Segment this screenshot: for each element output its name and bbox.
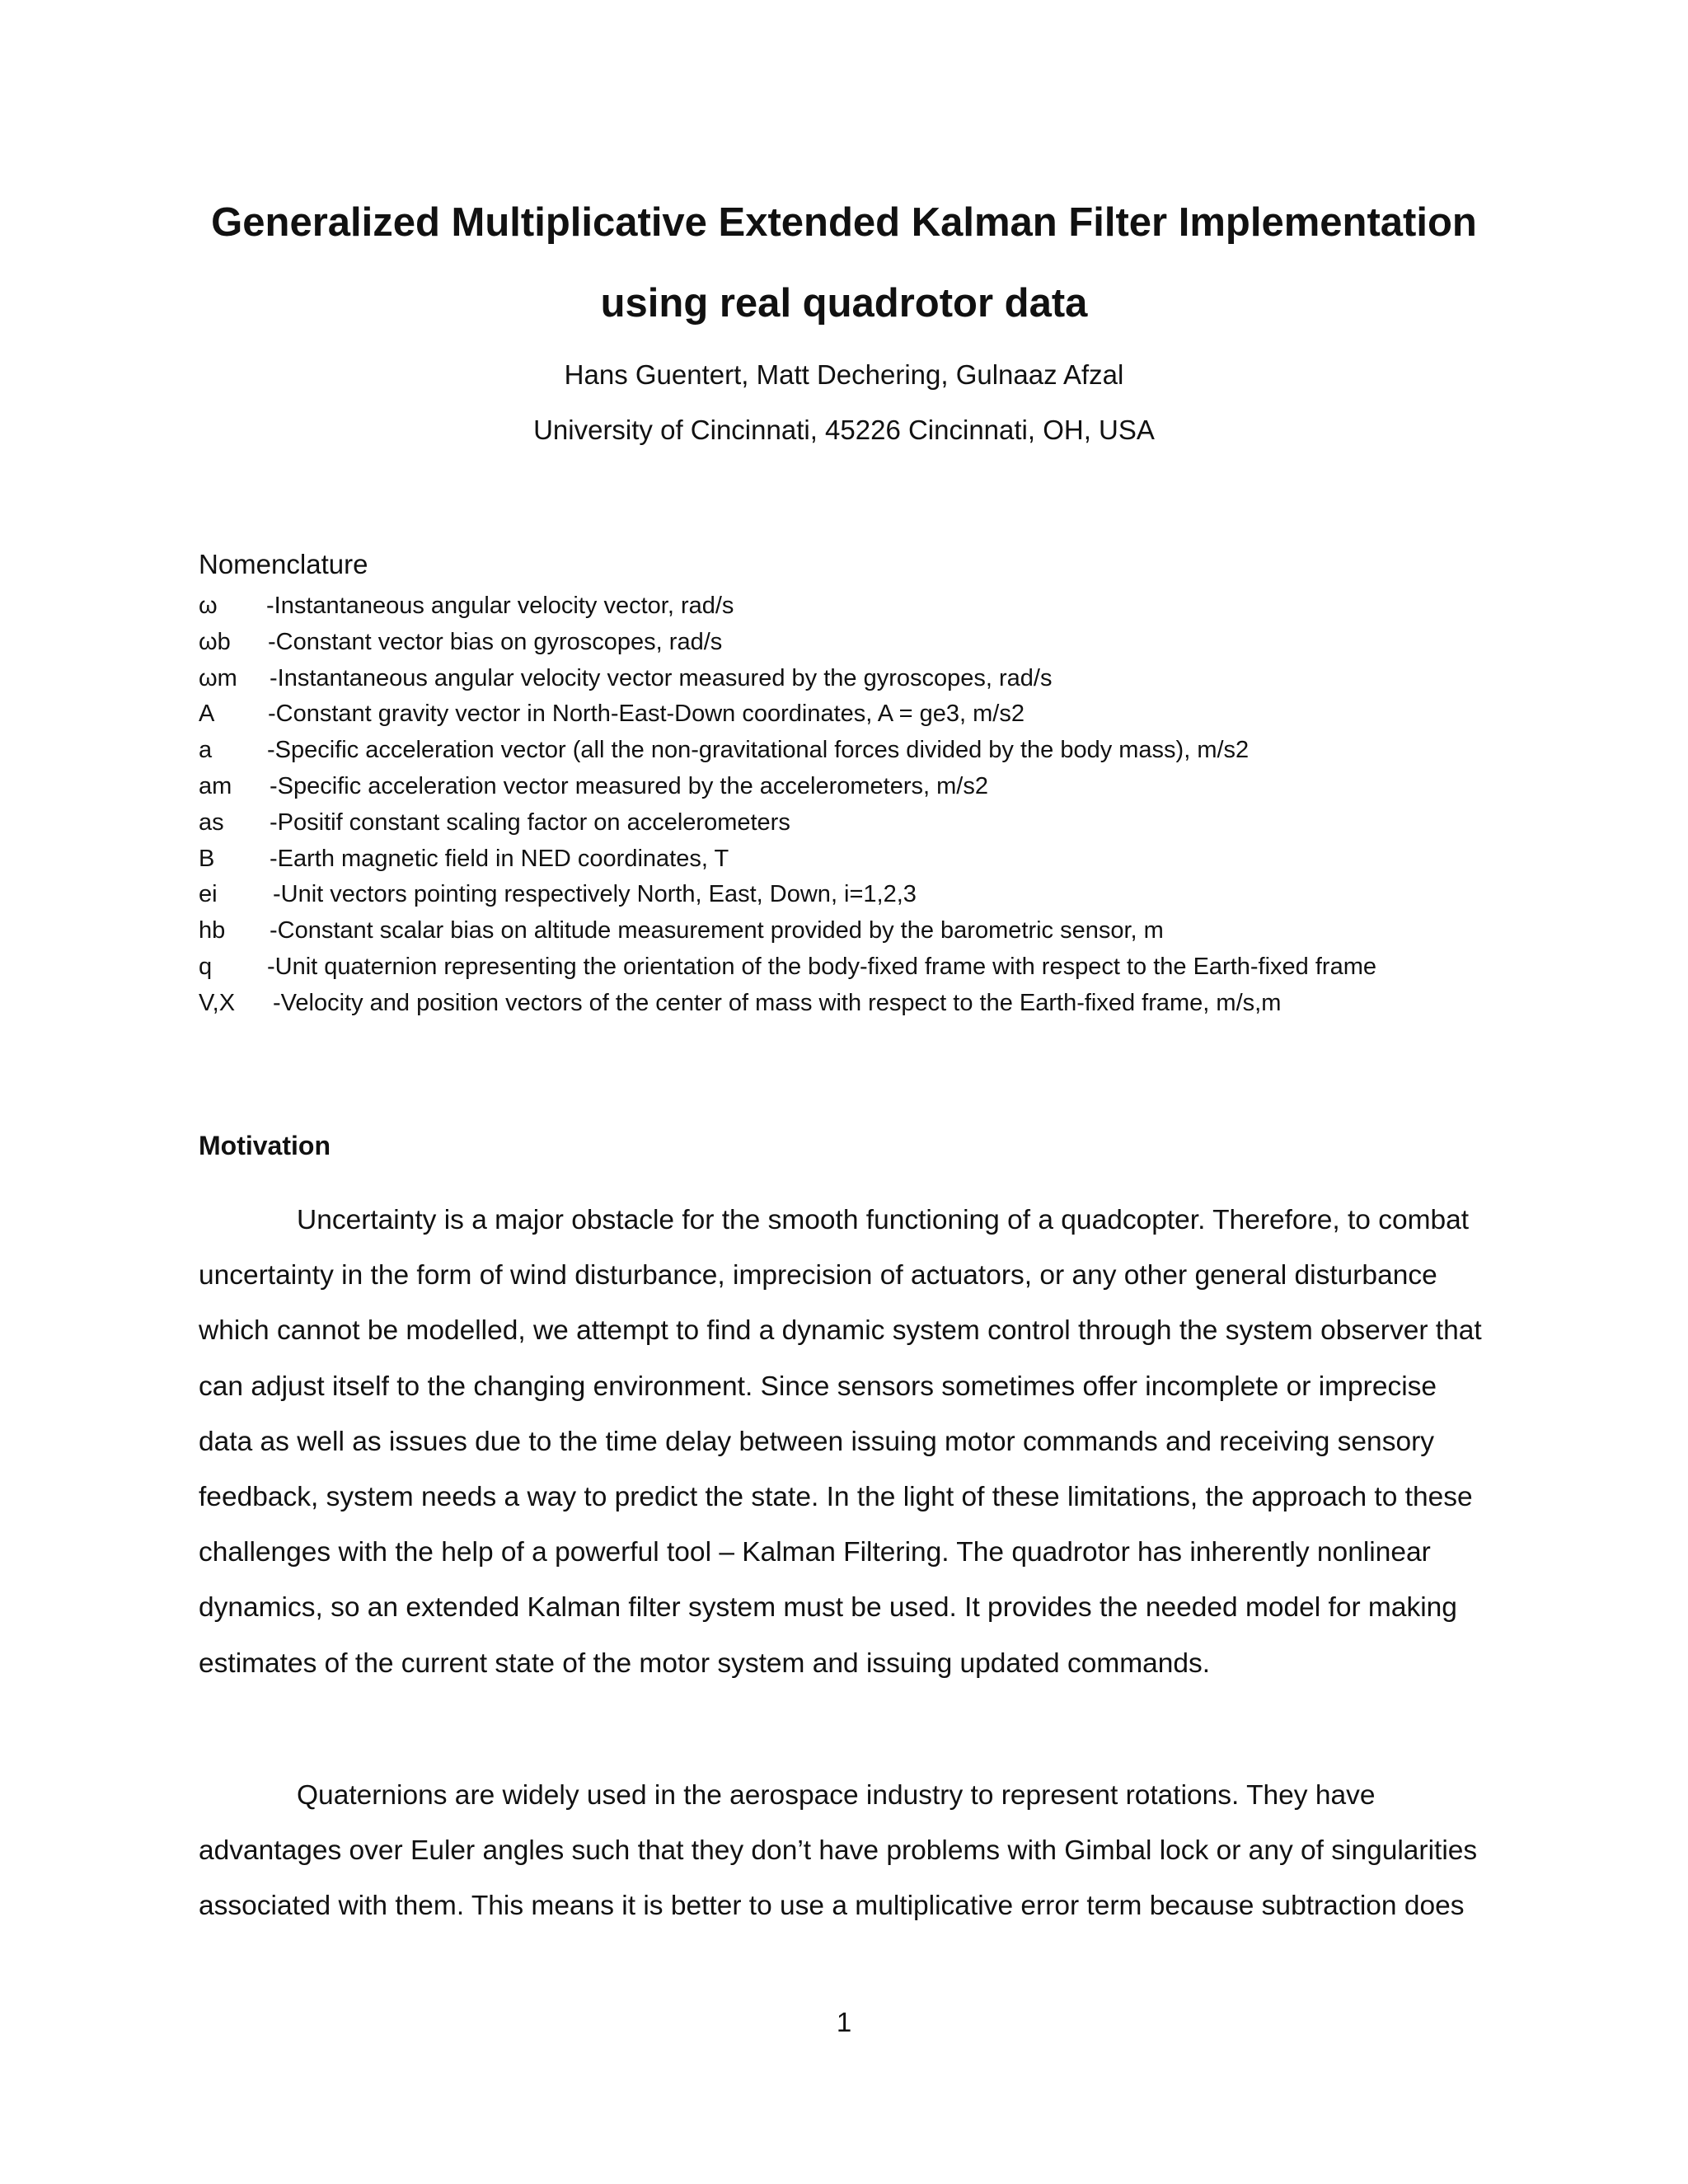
nomenclature-definition: -Constant vector bias on gyroscopes, rad/s: [268, 628, 723, 655]
nomenclature-item: [199, 661, 1550, 697]
nomenclature-symbol: hb: [199, 917, 226, 944]
paper-title-line-1: Generalized Multiplicative Extended Kalman Filter Implementation: [211, 200, 1477, 245]
author-list: Hans Guentert, Matt Dechering, Gulnaaz Afzal: [564, 359, 1124, 390]
nomenclature-definition: -Velocity and position vectors of the center of mass with respect to the Earth-fixed frame, m/s,m: [273, 989, 1282, 1016]
affiliation: University of Cincinnati, 45226 Cincinnati, OH, USA: [533, 415, 1155, 445]
nomenclature-definition: -Instantaneous angular velocity vector, rad/s: [266, 593, 734, 619]
nomenclature-heading: Nomenclature: [199, 549, 368, 579]
nomenclature-item: [199, 986, 1550, 1022]
nomenclature-definition: -Positif constant scaling factor on accelerometers: [270, 808, 790, 836]
paragraph-text: Uncertainty is a major obstacle for the smooth functioning of a quadcopter. Therefore, to combat uncertainty in the form of wind disturbance, imprecision of actuators, or any other general disturbance which cannot be modelled, we attempt to find a dynamic system control through the system observer that can adjust itself to the changing environment. Since sensors sometimes offer incomplete or imprecise data as well as issues due to the time delay between issuing motor commands and receiving sensory feedback, system needs a way to predict the state. In the light of these limitations, the approach to these challenges with the help of a powerful tool – Kalman Filtering. The quadrotor has inherently nonlinear dynamics, so an extended Kalman filter system must be used. It provides the needed model for making estimates of the current state of the motor system and issuing updated commands.: [199, 1205, 1482, 1679]
body-paragraph: [199, 1193, 1489, 1691]
page-number: 1: [836, 2007, 852, 2037]
nomenclature-list: [199, 588, 1550, 1022]
nomenclature-definition: -Constant scalar bias on altitude measurement provided by the barometric sensor, m: [270, 917, 1164, 944]
nomenclature-item: [199, 625, 1550, 661]
nomenclature-symbol: as: [199, 808, 224, 836]
nomenclature-item: [199, 733, 1550, 769]
nomenclature-definition: -Instantaneous angular velocity vector measured by the gyroscopes, rad/s: [270, 664, 1053, 691]
nomenclature-symbol: q: [199, 953, 213, 980]
nomenclature-definition: -Specific acceleration vector (all the non-gravitational forces divided by the body mass), m/s2: [267, 737, 1250, 764]
nomenclature-item: [199, 588, 1550, 625]
nomenclature-item: [199, 696, 1550, 733]
nomenclature-definition: -Unit quaternion representing the orientation of the body-fixed frame with respect to the Earth-fixed frame: [267, 953, 1376, 980]
paper-title-line-2: using real quadrotor data: [600, 281, 1088, 326]
nomenclature-symbol: B: [199, 845, 215, 872]
paragraph-text: Quaternions are widely used in the aerospace industry to represent rotations. They have advantages over Euler angles such that they don’t have problems with Gimbal lock or any of singularities associated with them. This means it is better to use a multiplicative error term because subtraction does: [199, 1780, 1478, 1922]
nomenclature-item: [199, 805, 1550, 841]
nomenclature-item: [199, 769, 1550, 805]
body-paragraph: [199, 1768, 1489, 1934]
nomenclature-definition: -Earth magnetic field in NED coordinates, T: [270, 845, 729, 872]
nomenclature-symbol: ωm: [199, 664, 237, 691]
section-heading-motivation: Motivation: [199, 1131, 331, 1160]
nomenclature-definition: -Constant gravity vector in North-East-Down coordinates, A = ge3, m/s2: [268, 701, 1025, 728]
nomenclature-item: [199, 949, 1550, 986]
nomenclature-definition: -Unit vectors pointing respectively North, East, Down, i=1,2,3: [273, 881, 917, 908]
nomenclature-item: [199, 877, 1550, 913]
nomenclature-symbol: a: [199, 737, 213, 764]
nomenclature-symbol: ei: [199, 881, 218, 908]
nomenclature-item: [199, 913, 1550, 949]
nomenclature-symbol: A: [199, 701, 215, 728]
nomenclature-symbol: ω: [199, 593, 218, 619]
nomenclature-symbol: V,X: [199, 989, 236, 1016]
nomenclature-symbol: ωb: [199, 628, 231, 655]
nomenclature-definition: -Specific acceleration vector measured by the accelerometers, m/s2: [270, 772, 988, 799]
nomenclature-item: [199, 841, 1550, 878]
nomenclature-symbol: am: [199, 772, 232, 799]
